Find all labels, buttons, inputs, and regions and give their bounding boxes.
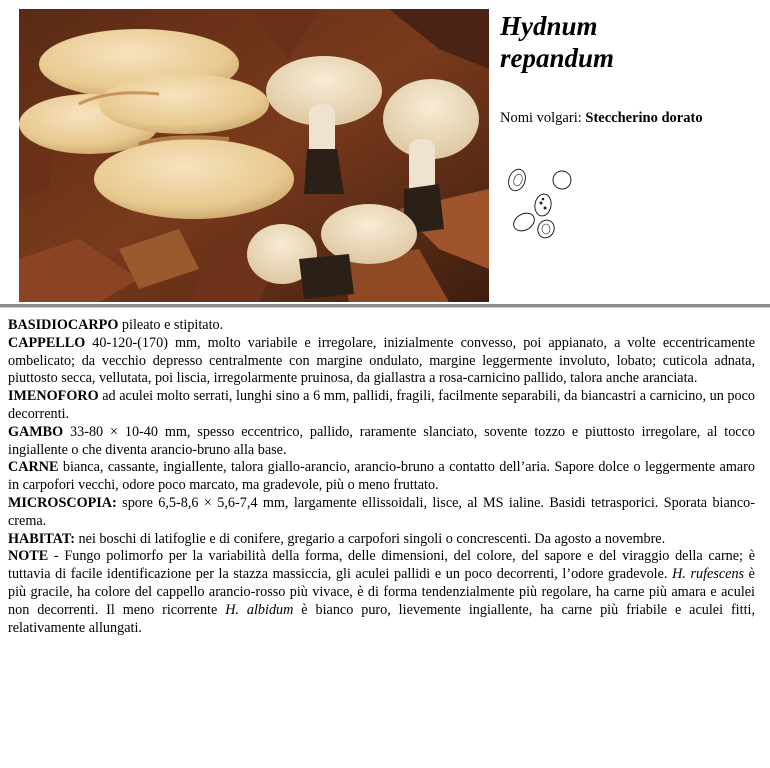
species-title-epithet: repandum	[500, 43, 615, 73]
section-carne	[8, 459, 755, 495]
common-name	[500, 110, 703, 127]
note-species-2: H. albidum	[225, 601, 294, 618]
note-text-3: è bianco puro, lievemente ingiallente, ha carne più friabile e aculei fitti, relativamente allungati.	[8, 601, 755, 636]
section-microscopia	[8, 495, 755, 531]
section-label: GAMBO	[8, 423, 64, 440]
section-text: 40-120-(170) mm, molto variabile e irregolare, inizialmente convesso, poi appianato, a volte eccentricamente ombelicato; da vecchio depresso centralmente con margine ondulato, margine leggermente involuto, lobato; cuticola adnata, piuttosto secca, vellutata, poi liscia, irregolarmente pruinosa, da giallastra a rosa-carnicino pallido, talora anche aranciata.	[8, 334, 755, 387]
note-text-2: è più gracile, ha colore del cappello arancio-rosso più vivace, è di forma tendenzialmente più regolare, ha carne più amara e aculei non decorrenti. Il meno ricorrente	[8, 566, 755, 618]
section-text: bianca, cassante, ingiallente, talora giallo-arancio, arancio-bruno a contatto dell’aria. Sapore dolce o leggermente amaro in carpofori vecchi, odore poco marcato, ma gradevole, più o meno fruttato.	[8, 459, 755, 494]
section-note	[8, 548, 755, 637]
section-text: ad aculei molto serrati, lunghi sino a 6 mm, pallidi, fragili, facilmente separabili, da biancastri a carnicino, un poco decorrenti.	[8, 388, 755, 422]
section-basidiocarpo	[8, 317, 755, 335]
spores-illustration-icon	[508, 165, 578, 240]
section-label: HABITAT:	[8, 530, 75, 547]
section-gambo	[8, 424, 755, 460]
common-name-value: Steccherino dorato	[585, 110, 703, 126]
section-habitat	[8, 531, 755, 549]
section-label: CAPPELLO	[8, 334, 86, 351]
section-text: 33-80 × 10-40 mm, spesso eccentrico, pallido, raramente slanciato, sovente tozzo e piuttosto irregolare, al tocco ingiallente o che diventa arancio-bruno alla base.	[8, 423, 755, 458]
mushroom-photo	[19, 9, 489, 302]
note-text-1: - Fungo polimorfo per la variabilità della forma, delle dimensioni, del colore, del sapore e del viraggio della carne; è tuttavia di facile identificazione per la stazza massiccia, gli aculei pallidi e un poco decorrenti, l’odore gradevole.	[8, 548, 755, 583]
section-label: NOTE	[8, 548, 49, 565]
section-label: BASIDIOCARPO	[8, 317, 119, 333]
species-title-genus: Hydnum	[500, 11, 598, 41]
section-label: CARNE	[8, 459, 59, 476]
section-text: pileato e stipitato.	[118, 317, 224, 333]
section-imenoforo	[8, 388, 755, 424]
common-name-label: Nomi volgari:	[500, 110, 582, 126]
section-label: IMENOFORO	[8, 388, 99, 405]
section-label: MICROSCOPIA:	[8, 494, 117, 511]
section-cappello	[8, 335, 755, 388]
section-divider	[0, 304, 770, 308]
section-text: nei boschi di latifoglie e di conifere, gregario a carpofori singoli o concrescenti. Da agosto a novembre.	[75, 530, 666, 547]
species-title	[500, 10, 614, 74]
description-text	[8, 317, 755, 637]
section-text: spore 6,5-8,6 × 5,6-7,4 mm, largamente ellissoidali, lisce, al MS ialine. Basidi tetrasporici. Sporata bianco-crema.	[8, 494, 755, 529]
note-species-1: H. rufescens	[672, 566, 745, 583]
